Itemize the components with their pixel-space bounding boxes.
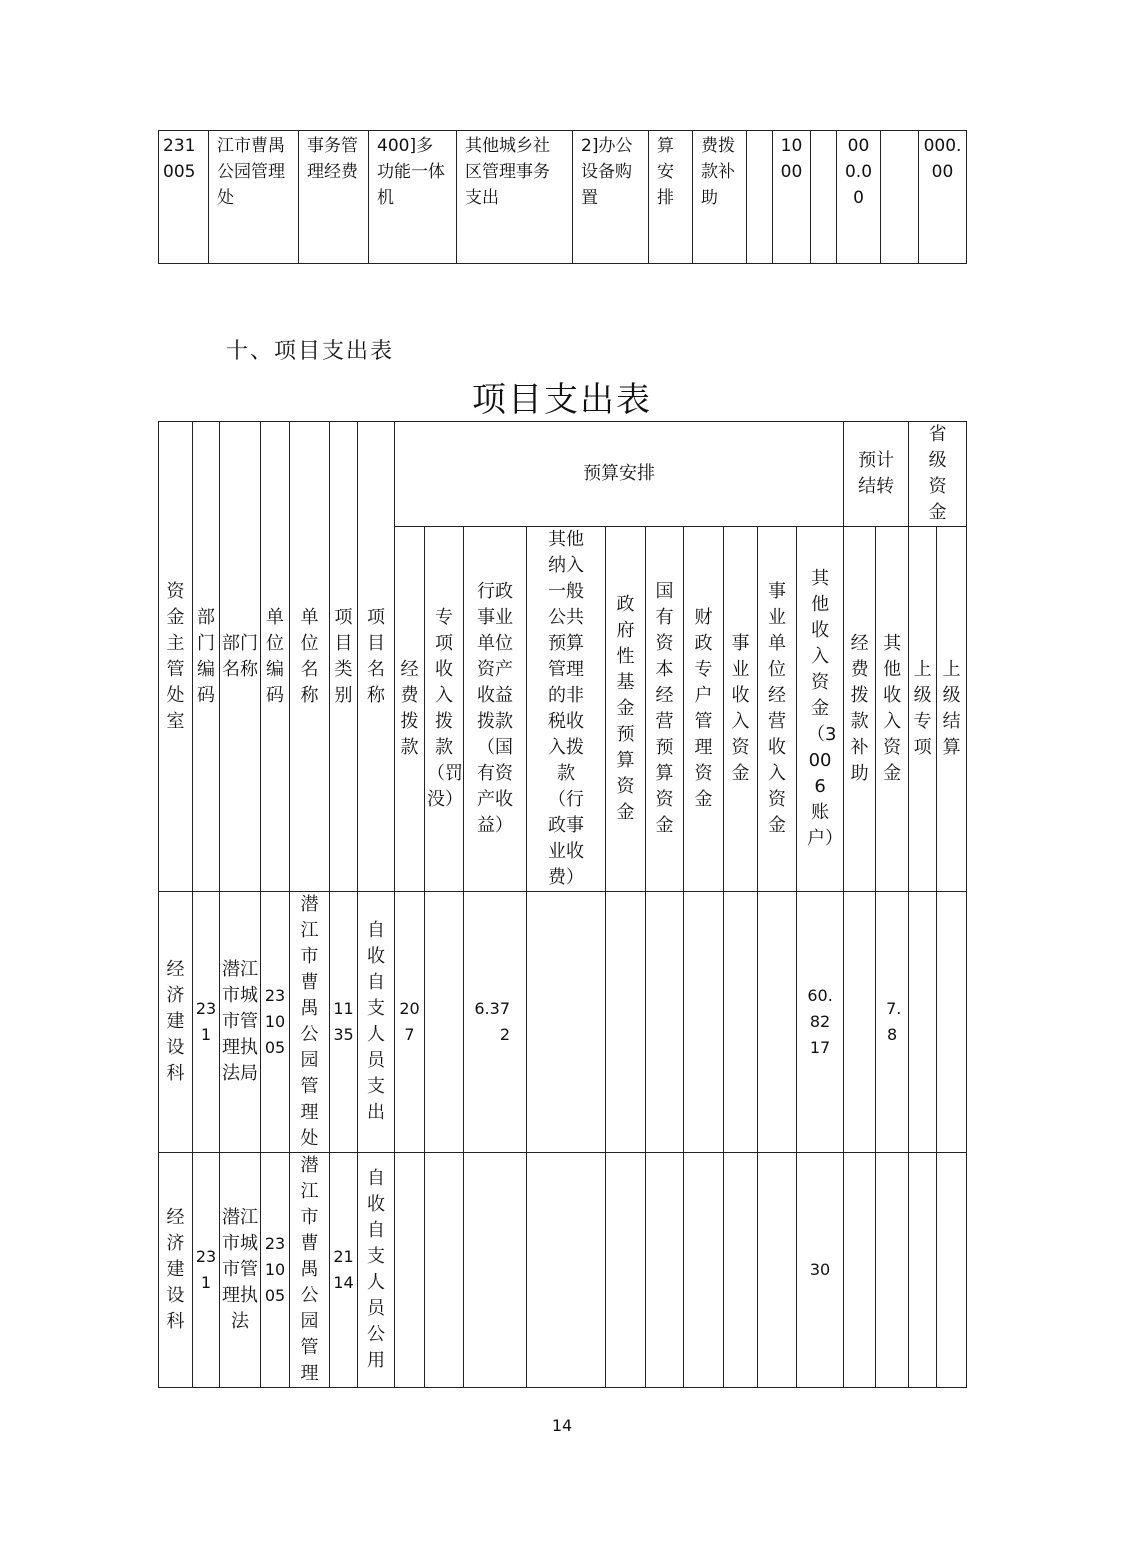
header-b9: 事业单位经营收入资金 — [758, 527, 797, 892]
item-cell: 400]多功能一体机 — [369, 131, 457, 264]
amount-cell: 000.00 — [837, 131, 881, 264]
b10-cell: 30 — [797, 1153, 844, 1388]
header-proj-type: 项目类别 — [330, 422, 358, 892]
b8-cell — [724, 892, 758, 1153]
unit-code-cell: 231005 — [261, 1153, 290, 1388]
header-b1: 经费拨款 — [395, 527, 425, 892]
header-b6: 国有资本经营预算资金 — [646, 527, 684, 892]
b3-cell — [464, 1153, 527, 1388]
b6-cell — [646, 892, 684, 1153]
p2-cell — [937, 892, 967, 1153]
f1-cell — [844, 1153, 876, 1388]
p1-cell — [909, 892, 937, 1153]
b5-cell — [606, 1153, 646, 1388]
header-p1: 上级专项 — [909, 527, 937, 892]
source-cell: 算安排 — [649, 131, 693, 264]
office-cell: 经济建设科 — [159, 1153, 193, 1388]
amount-cell: 000.00 — [919, 131, 967, 264]
f2-cell: 7.8 — [876, 892, 909, 1153]
header-b5: 政府性基金预算资金 — [606, 527, 646, 892]
header-dept-code: 部门编码 — [193, 422, 220, 892]
b1-cell — [395, 1153, 425, 1388]
header-proj-name: 项目名称 — [358, 422, 395, 892]
function-cell: 其他城乡社区管理事务支出 — [457, 131, 573, 264]
header-row — [159, 422, 967, 527]
table-row — [159, 892, 967, 1153]
header-b3: 行政事业单位资产收益拨款（国有资产收益） — [464, 527, 527, 892]
b3-cell: 6.372 — [464, 892, 527, 1153]
f2-cell — [876, 1153, 909, 1388]
b5-cell — [606, 892, 646, 1153]
p2-cell — [937, 1153, 967, 1388]
p1-cell — [909, 1153, 937, 1388]
category-cell: 事务管理经费 — [299, 131, 369, 264]
header-b7: 财政专户管理资金 — [684, 527, 724, 892]
unit-code-cell: 231005 — [261, 892, 290, 1153]
b1-cell: 207 — [395, 892, 425, 1153]
b7-cell — [684, 1153, 724, 1388]
empty-cell — [811, 131, 837, 264]
econ-cell: 2]办公设备购置 — [573, 131, 649, 264]
header-province-group: 省级资金 — [909, 422, 967, 527]
document-title: 项目支出表 — [472, 380, 652, 420]
header-office: 资金主管处室 — [159, 422, 193, 892]
header-f1: 经费拨款补助 — [844, 527, 876, 892]
dept-code-cell: 231 — [193, 892, 220, 1153]
b9-cell — [758, 892, 797, 1153]
table-row — [159, 131, 967, 264]
dept-name-cell: 潜江市城市管理执法局 — [220, 892, 261, 1153]
header-b2: 专项收入拨款（罚没） — [425, 527, 464, 892]
dept-code-cell: 231 — [193, 1153, 220, 1388]
header-budget-group: 预算安排 — [395, 422, 844, 527]
header-f2: 其他收入资金 — [876, 527, 909, 892]
quantity-cell: 1000 — [773, 131, 811, 264]
header-p2: 上级结算 — [937, 527, 967, 892]
f1-cell — [844, 892, 876, 1153]
continuation-table — [158, 130, 967, 264]
office-cell: 经济建设科 — [159, 892, 193, 1153]
proj-type-cell: 2114 — [330, 1153, 358, 1388]
b4-cell — [527, 1153, 606, 1388]
b7-cell — [684, 892, 724, 1153]
header-forecast-group: 预计结转 — [844, 422, 909, 527]
header-b4: 其他纳入一般公共预算管理的非税收入拨款（行政事业收费） — [527, 527, 606, 892]
b2-cell — [425, 1153, 464, 1388]
b6-cell — [646, 1153, 684, 1388]
page-number: 14 — [551, 1416, 573, 1435]
b4-cell — [527, 892, 606, 1153]
header-b10: 其他收入资金（3006账户） — [797, 527, 844, 892]
table-row — [159, 1153, 967, 1388]
unit-name-cell: 潜江市曹禺公园管理处 — [290, 892, 330, 1153]
project-expenditure-table — [158, 421, 967, 1388]
empty-cell — [747, 131, 773, 264]
proj-type-cell: 1135 — [330, 892, 358, 1153]
funding-cell: 费拨款补助 — [693, 131, 747, 264]
header-unit-name: 单位名称 — [290, 422, 330, 892]
b9-cell — [758, 1153, 797, 1388]
unit-name-cell: 江市曹禺公园管理处 — [209, 131, 299, 264]
b8-cell — [724, 1153, 758, 1388]
b2-cell — [425, 892, 464, 1153]
proj-name-cell: 自收自支人员公用 — [358, 1153, 395, 1388]
dept-name-cell: 潜江市城市管理执法 — [220, 1153, 261, 1388]
section-heading: 十、项目支出表 — [226, 339, 395, 364]
b10-cell: 60.8217 — [797, 892, 844, 1153]
header-dept-name: 部门名称 — [220, 422, 261, 892]
proj-name-cell: 自收自支人员支出 — [358, 892, 395, 1153]
header-b8: 事业收入资金 — [724, 527, 758, 892]
header-unit-code: 单位编码 — [261, 422, 290, 892]
empty-cell — [881, 131, 919, 264]
unit-code-cell: 231005 — [159, 131, 209, 264]
unit-name-cell: 潜江市曹禺公园管理 — [290, 1153, 330, 1388]
